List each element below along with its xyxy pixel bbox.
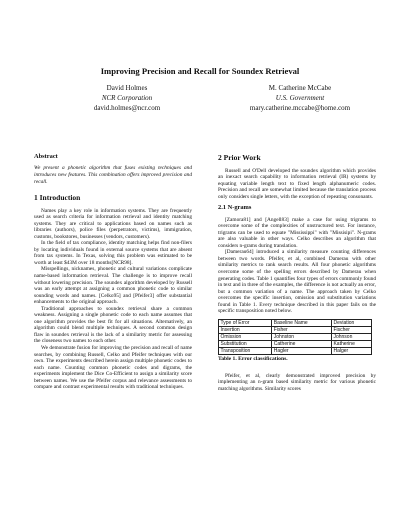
table-cell: Transposition — [219, 347, 272, 354]
table-cell: Insertion — [219, 326, 272, 333]
table-cell: Fischer — [331, 326, 371, 333]
author-name: David Holmes — [106, 84, 148, 92]
paper-title: Improving Precision and Recall for Soundex Retrieval — [100, 66, 300, 76]
table-row — [219, 326, 372, 333]
section-heading-introduction: 1 Introduction — [34, 193, 81, 203]
error-classification-table — [218, 319, 372, 355]
subsection-heading-ngrams: 2.1 N-grams — [218, 204, 252, 212]
table-cell: Johnston — [272, 333, 332, 340]
table-caption: Table 1. Error classifications. — [218, 355, 288, 362]
table-row — [219, 340, 372, 347]
paragraph: Traditional approaches to soundex retrieval share a common weakness. Assigning a single phonetic code to each name assumes that one algorithm provides the best fit for all situations. Alternatively, an algorithm could blend multiple techniques. A second common design flaw in soundex retrieval is the lack of a similarity metric for assessing the closeness two names to each other. — [34, 305, 192, 345]
table-row — [219, 347, 372, 354]
paragraph: [Damerau64] introduced a similarity measure counting differences between two words. Pfeifer, et al, combined Damerau with other similarity metrics to rank search results. All four phonetic algorithms overcome some of the spelling errors described by Damerau when generating codes. Table 1 quantifies four types of errors commonly found in text and in three of the examples, the difference is not actually an error, but a common variation of a name. The approach taken by Celko overcomes the specific insertion, omission and substitution variations found in Table 1. Every technique described in this paper fails on the specific transposition noted below. — [218, 249, 376, 315]
table-row — [219, 319, 372, 326]
paragraph: [Zamora81] and [Angell83] make a case for using trigrams to overcome some of the complexities of unstructured text. For instance, trigrams can be used to equate "Mississippi" with "Missisipi". N-grams are also valuable in other ways. Celko describes an algorithm that considers n-grams during translation. — [218, 216, 376, 249]
paragraph: Names play a key role in information systems. They are frequently used as search criteria for information retrieval and identity matching systems. They are critical to applications based on names such as libraries (authors), police files (perpetrators, victims), immigration, customs, bookstores, businesses (vendors, customers). — [34, 207, 192, 240]
author-block-2 — [222, 84, 378, 113]
table-cell: Omission — [219, 333, 272, 340]
paragraph: Pfeifer, et al, clearly demonstrated improved precision by implementing an n-gram based similarity metric for various phonetic matching algorithms. Similarity scores — [218, 372, 376, 392]
table-cell: Catherine — [272, 340, 332, 347]
table-cell: Baseline Name — [272, 319, 332, 326]
paragraph: We demonstrate fusion for improving the precision and recall of name searches, by combining Russell, Celko and Pfeifer techniques with our own. The experiments described herein assign multiple phonetic codes to each name. Counting common phonetic codes and digrams, the experiments implement the Dice Co-Efficient to assign a similarity score between names. We use the Pfeifer corpus and relevance assessments to compare and contrast experimental results with traditional techniques. — [34, 345, 192, 391]
abstract-heading: Abstract — [34, 153, 58, 160]
table-cell: Johnson — [331, 333, 371, 340]
author-affiliation: U.S. Government — [275, 93, 325, 102]
table-cell: Hagler — [272, 347, 332, 354]
table-cell: Substitution — [219, 340, 272, 347]
table-row — [219, 333, 372, 340]
left-column — [34, 154, 192, 391]
table-cell: Halger — [331, 347, 371, 354]
table-cell: Type of Error — [219, 319, 272, 326]
abstract-text: We present a phonetic algorithm that fuses existing techniques and introduces new features. This combination offers improved precision and recall. — [34, 165, 192, 185]
section-heading-prior-work: 2 Prior Work — [218, 153, 261, 162]
author-affiliation: NCR Corporation — [101, 93, 153, 102]
paragraph: In the field of tax compliance, identity matching helps find non-filers by locating individuals found in external source systems that are absent from tax systems. In Texas, solving this problem was estimated to be worth at least $43M over 18 months[NCR98]. — [34, 240, 192, 266]
right-column — [218, 154, 376, 392]
author-name: M. Catherine McCabe — [268, 84, 332, 92]
table-cell: Fisher — [272, 326, 332, 333]
paragraph: Russell and O'Dell developed the soundex algorithm which provides an inexact search capability to information retrieval (IR) systems by equating variable length text to fixed length alphanumeric codes. Precision and recall are somewhat limited because the translation process only considers single letters, with the exception of repeating consonants. — [218, 167, 376, 200]
author-block-1 — [72, 84, 182, 113]
table-cell: Katherine — [331, 340, 371, 347]
author-email: david.holmes@ncr.com — [93, 103, 161, 112]
table-cell: Deviation — [331, 319, 371, 326]
paragraph: Misspellings, nicknames, phonetic and cultural variations complicate name-based information retrieval. The challenge is to improve recall without lowering precision. The soundex algorithm developed by Russell was an early attempt at assigning a common phonetic code to similar sounding words and names. [Celko95] and [Pfeifer3] offer substantial enhancements to the original approach. — [34, 266, 192, 306]
author-email: mary.catherine.mccabe@home.com — [249, 103, 351, 112]
